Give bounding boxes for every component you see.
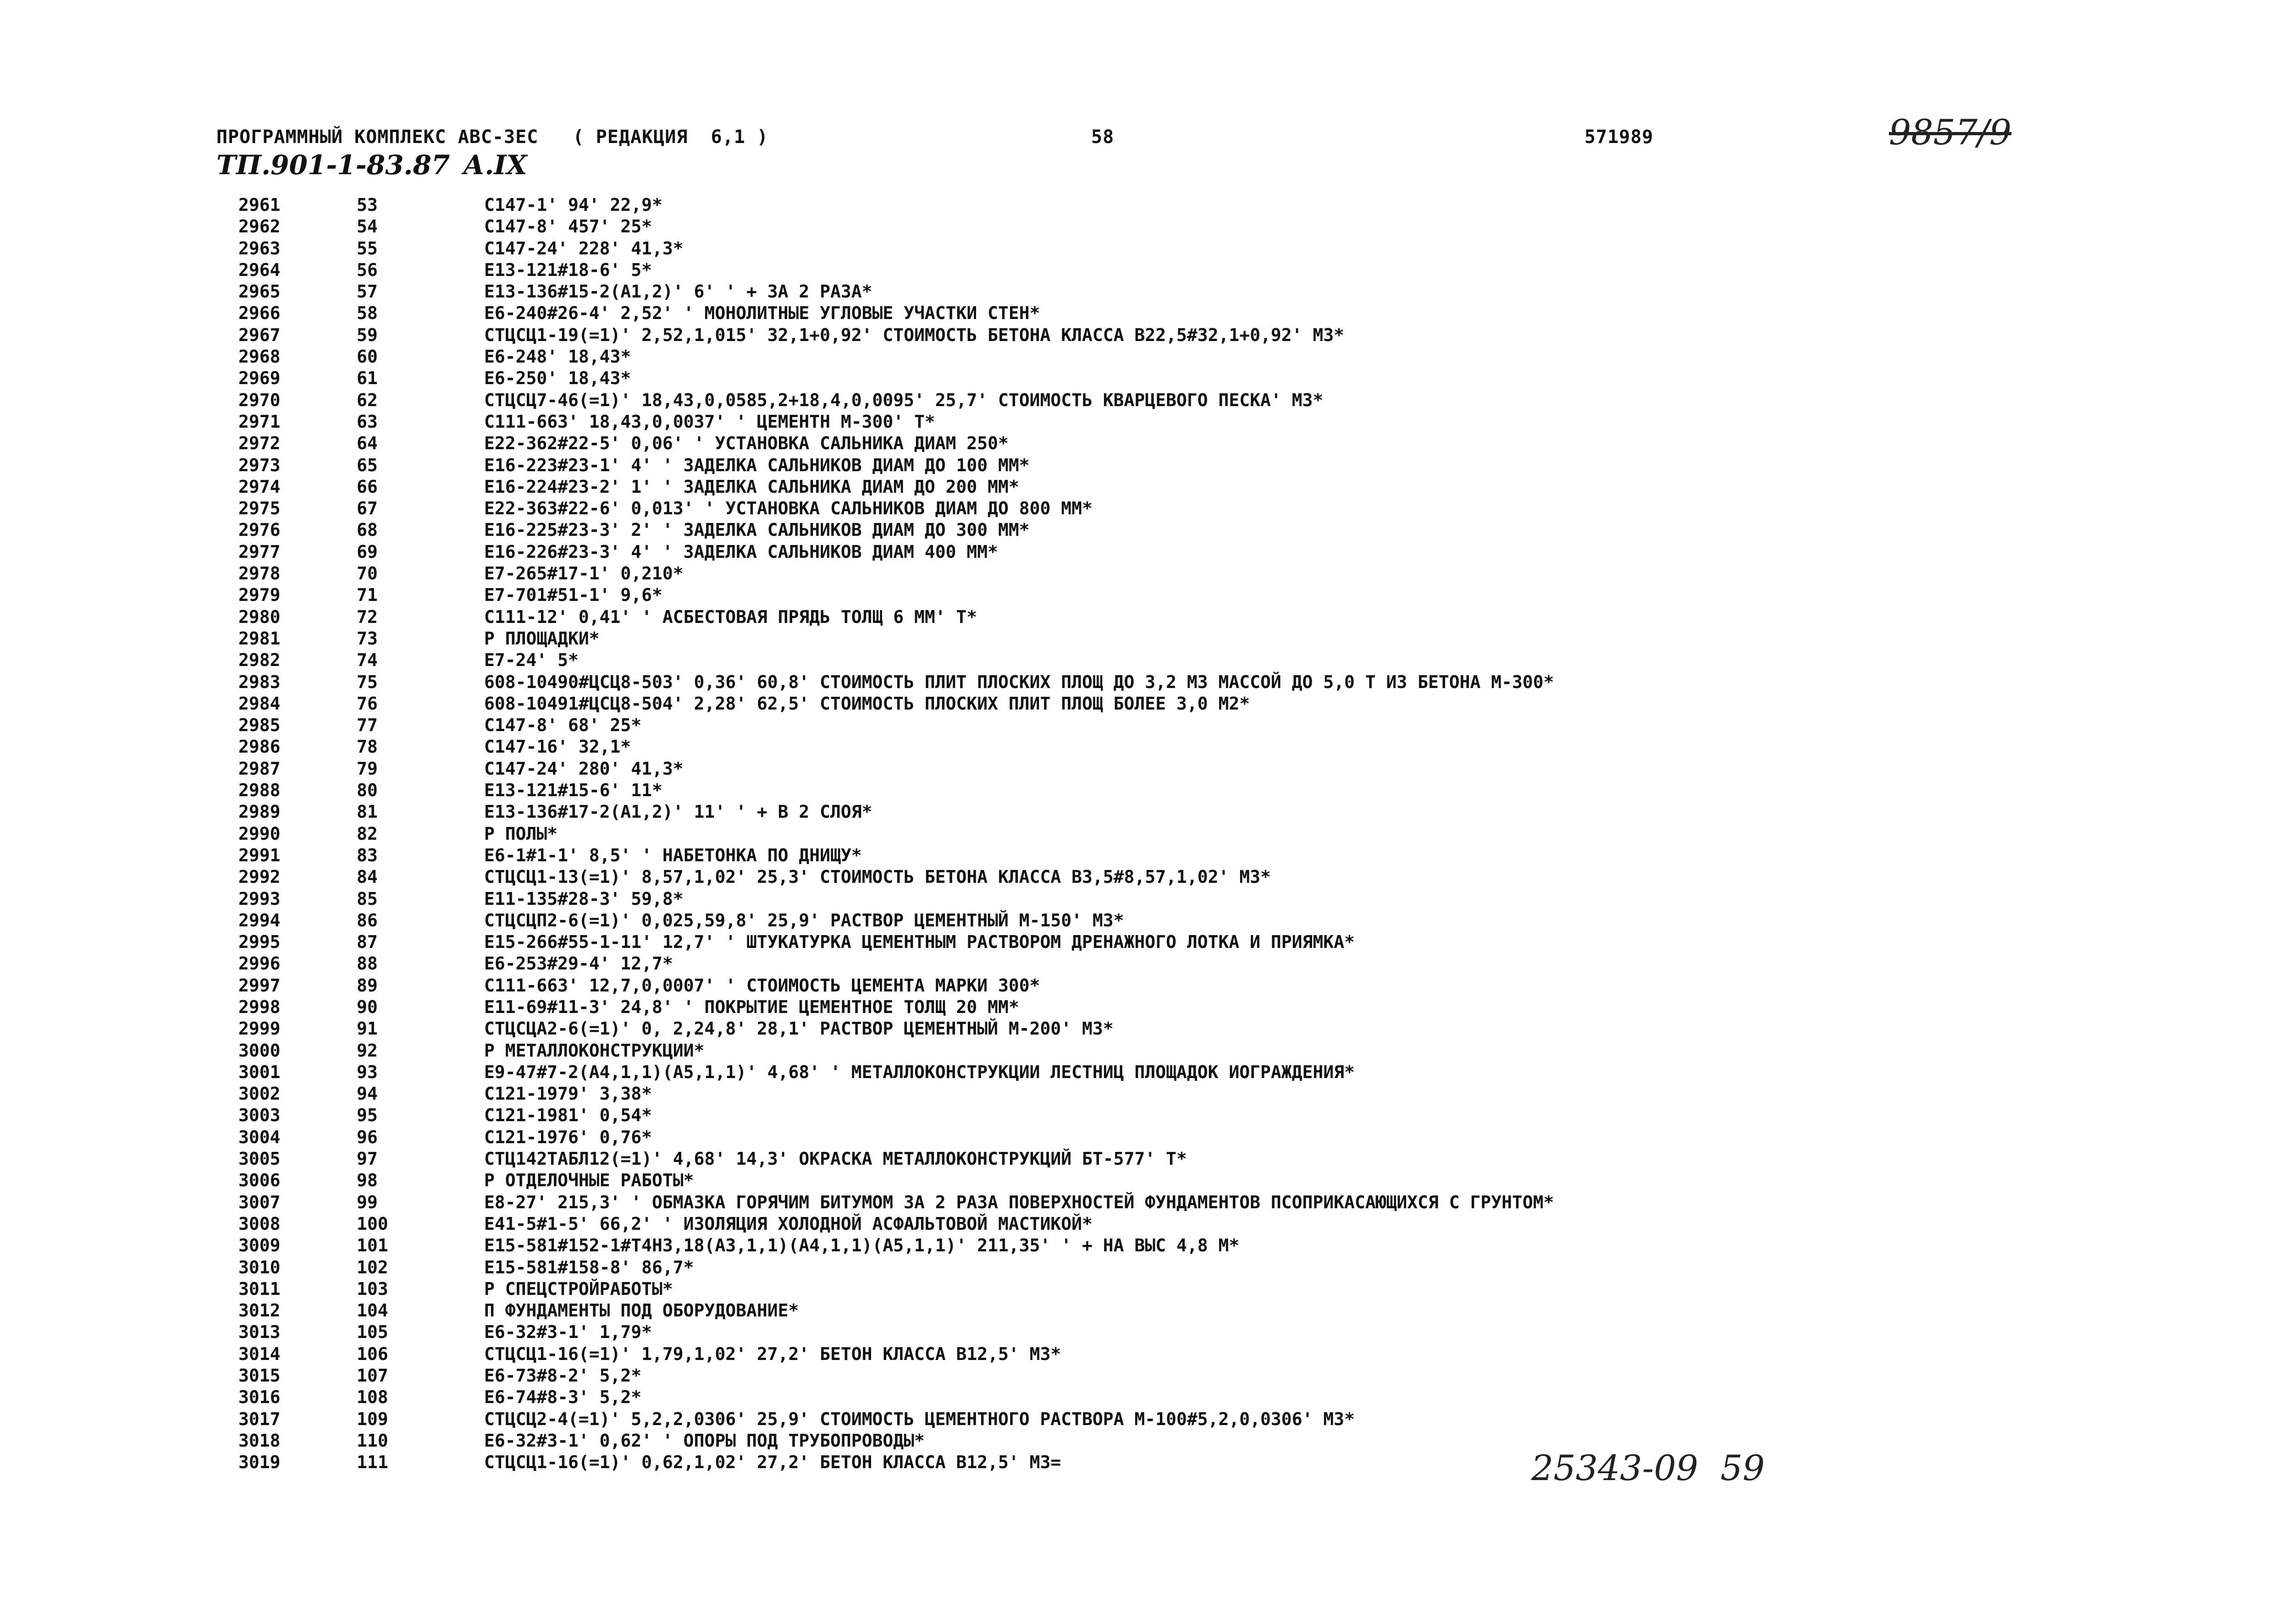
row-number: 3002: [238, 1084, 281, 1104]
item-text: Е16-225#23-3' 2' ' ЗАДЕЛКА САЛЬНИКОВ ДИАМ ДО 300 ММ*: [484, 520, 1030, 540]
table-row: [0, 1430, 2274, 1452]
item-text: Е6-253#29-4' 12,7*: [484, 953, 673, 974]
item-text: Е6-73#8-2' 5,2*: [484, 1365, 642, 1386]
table-row: [0, 1387, 2274, 1408]
item-text: Е6-240#26-4' 2,52' ' МОНОЛИТНЫЕ УГЛОВЫЕ УЧАСТКИ СТЕН*: [484, 303, 1040, 324]
row-number: 2970: [238, 390, 281, 410]
item-text: Е7-265#17-1' 0,210*: [484, 563, 684, 584]
item-text: Е11-69#11-3' 24,8' ' ПОКРЫТИЕ ЦЕМЕНТНОЕ ТОЛЩ 20 ММ*: [484, 996, 1019, 1017]
item-position: 68: [357, 520, 378, 540]
table-row: [0, 693, 2274, 715]
item-text: С147-24' 228' 41,3*: [484, 238, 684, 259]
row-number: 3012: [238, 1300, 281, 1321]
row-number: 2996: [238, 953, 281, 974]
row-number: 3017: [238, 1409, 281, 1429]
item-position: 74: [357, 650, 378, 671]
table-row: [0, 931, 2274, 953]
item-text: Е6-250' 18,43*: [484, 368, 631, 389]
item-position: 57: [357, 281, 378, 302]
project-number: ТП.901-1-83.87: [216, 149, 450, 181]
row-number: 3005: [238, 1149, 281, 1169]
row-number: 3008: [238, 1213, 281, 1234]
item-position: 100: [357, 1213, 388, 1234]
item-position: 81: [357, 802, 378, 822]
item-position: 69: [357, 541, 378, 562]
item-text: С111-12' 0,41' ' АСБЕСТОВАЯ ПРЯДЬ ТОЛЩ 6 ММ' Т*: [484, 606, 977, 627]
item-text: Р ПОЛЫ*: [484, 823, 558, 844]
table-row: [0, 780, 2274, 801]
table-row: [0, 1235, 2274, 1256]
item-position: 78: [357, 737, 378, 757]
item-position: 111: [357, 1452, 388, 1473]
table-row: [0, 996, 2274, 1018]
row-number: 2961: [238, 195, 281, 215]
table-row: [0, 1148, 2274, 1170]
row-number: 2990: [238, 823, 281, 844]
sheet-number: 25343-09 59: [1531, 1448, 1765, 1488]
table-row: [0, 1105, 2274, 1126]
table-row: [0, 1257, 2274, 1278]
inventory-number: 9857/9: [1889, 112, 2012, 153]
table-row: [0, 455, 2274, 476]
item-text: Р МЕТАЛЛОКОНСТРУКЦИИ*: [484, 1040, 705, 1061]
row-number: 2972: [238, 433, 281, 454]
row-number: 2976: [238, 520, 281, 540]
estimate-listing: [0, 194, 2274, 1474]
item-position: 108: [357, 1387, 388, 1408]
row-number: 3011: [238, 1278, 281, 1299]
row-number: 3007: [238, 1192, 281, 1212]
item-position: 73: [357, 628, 378, 649]
table-row: [0, 888, 2274, 910]
item-text: СТЦСЦ2-4(=1)' 5,2,2,0306' 25,9' СТОИМОСТЬ ЦЕМЕНТНОГО РАСТВОРА М-100#5,2,0,0306' М3*: [484, 1409, 1355, 1429]
table-row: [0, 1062, 2274, 1083]
row-number: 2980: [238, 606, 281, 627]
item-position: 102: [357, 1257, 388, 1277]
item-text: Е6-32#3-1' 0,62' ' ОПОРЫ ПОД ТРУБОПРОВОДЫ*: [484, 1430, 925, 1451]
table-row: [0, 216, 2274, 237]
row-number: 2984: [238, 693, 281, 714]
table-row: [0, 1321, 2274, 1343]
row-number: 3006: [238, 1170, 281, 1191]
table-row: [0, 584, 2274, 606]
table-row: [0, 498, 2274, 519]
row-number: 2977: [238, 541, 281, 562]
item-position: 54: [357, 216, 378, 237]
item-position: 60: [357, 347, 378, 367]
item-position: 63: [357, 411, 378, 432]
item-text: С147-8' 457' 25*: [484, 216, 652, 237]
item-text: СТЦСЦП2-6(=1)' 0,025,59,8' 25,9' РАСТВОР ЦЕМЕНТНЫЙ М-150' М3*: [484, 910, 1124, 930]
item-position: 55: [357, 238, 378, 259]
row-number: 3019: [238, 1452, 281, 1473]
row-number: 2999: [238, 1018, 281, 1039]
row-number: 2964: [238, 259, 281, 280]
row-number: 3010: [238, 1257, 281, 1277]
table-row: [0, 606, 2274, 628]
item-text: С111-663' 18,43,0,0037' ' ЦЕМЕНТН М-300' Т*: [484, 411, 935, 432]
row-number: 3014: [238, 1343, 281, 1364]
item-text: Е13-136#17-2(А1,2)' 11' ' + В 2 СЛОЯ*: [484, 802, 872, 822]
row-number: 2967: [238, 325, 281, 345]
item-position: 53: [357, 195, 378, 215]
row-number: 2962: [238, 216, 281, 237]
row-number: 2998: [238, 996, 281, 1017]
table-row: [0, 563, 2274, 584]
item-text: С147-24' 280' 41,3*: [484, 758, 684, 779]
table-row: [0, 1300, 2274, 1321]
table-row: [0, 368, 2274, 389]
table-row: [0, 346, 2274, 368]
table-row: [0, 303, 2274, 324]
item-position: 98: [357, 1170, 378, 1191]
table-row: [0, 325, 2274, 346]
row-number: 3009: [238, 1235, 281, 1256]
item-position: 89: [357, 975, 378, 996]
table-row: [0, 801, 2274, 823]
item-position: 107: [357, 1365, 388, 1386]
item-position: 75: [357, 672, 378, 692]
item-text: Е22-363#22-6' 0,013' ' УСТАНОВКА САЛЬНИКОВ ДИАМ ДО 800 ММ*: [484, 498, 1093, 519]
item-position: 62: [357, 390, 378, 410]
row-number: 2982: [238, 650, 281, 671]
table-row: [0, 238, 2274, 259]
item-text: П ФУНДАМЕНТЫ ПОД ОБОРУДОВАНИЕ*: [484, 1300, 799, 1321]
table-row: [0, 1018, 2274, 1040]
table-row: [0, 953, 2274, 974]
item-position: 90: [357, 996, 378, 1017]
row-number: 2973: [238, 455, 281, 475]
item-text: Е15-581#158-8' 86,7*: [484, 1257, 694, 1277]
row-number: 2994: [238, 910, 281, 930]
item-position: 79: [357, 758, 378, 779]
table-row: [0, 411, 2274, 433]
table-row: [0, 1213, 2274, 1235]
row-number: 2983: [238, 672, 281, 692]
item-text: Е6-32#3-1' 1,79*: [484, 1322, 652, 1343]
item-text: СТЦСЦ1-19(=1)' 2,52,1,015' 32,1+0,92' СТОИМОСТЬ БЕТОНА КЛАССА В22,5#32,1+0,92' М3*: [484, 325, 1344, 345]
row-number: 2997: [238, 975, 281, 996]
item-position: 105: [357, 1322, 388, 1343]
item-position: 91: [357, 1018, 378, 1039]
item-text: Е16-226#23-3' 4' ' ЗАДЕЛКА САЛЬНИКОВ ДИАМ 400 ММ*: [484, 541, 999, 562]
table-row: [0, 650, 2274, 671]
table-row: [0, 433, 2274, 454]
row-number: 2979: [238, 585, 281, 606]
item-text: Е22-362#22-5' 0,06' ' УСТАНОВКА САЛЬНИКА ДИАМ 250*: [484, 433, 1009, 454]
item-position: 67: [357, 498, 378, 519]
album-number: А.IX: [463, 149, 527, 181]
item-position: 106: [357, 1343, 388, 1364]
row-number: 2986: [238, 737, 281, 757]
item-position: 101: [357, 1235, 388, 1256]
item-text: СТЦСЦ1-16(=1)' 1,79,1,02' 27,2' БЕТОН КЛАССА В12,5' М3*: [484, 1343, 1061, 1364]
item-text: Е6-248' 18,43*: [484, 347, 631, 367]
table-row: [0, 1127, 2274, 1148]
row-number: 2971: [238, 411, 281, 432]
item-position: 70: [357, 563, 378, 584]
table-row: [0, 541, 2274, 563]
table-row: [0, 672, 2274, 693]
item-position: 87: [357, 932, 378, 952]
item-position: 82: [357, 823, 378, 844]
item-text: С147-16' 32,1*: [484, 737, 631, 757]
item-text: Р ОТДЕЛОЧНЫЕ РАБОТЫ*: [484, 1170, 694, 1191]
table-row: [0, 1192, 2274, 1213]
table-row: [0, 281, 2274, 303]
item-position: 64: [357, 433, 378, 454]
item-position: 85: [357, 888, 378, 909]
item-text: Е6-74#8-3' 5,2*: [484, 1387, 642, 1408]
row-number: 2993: [238, 888, 281, 909]
item-text: Е7-24' 5*: [484, 650, 579, 671]
item-text: Е15-266#55-1-11' 12,7' ' ШТУКАТУРКА ЦЕМЕНТНЫМ РАСТВОРОМ ДРЕНАЖНОГО ЛОТКА И ПРИЯМКА*: [484, 932, 1355, 952]
item-position: 99: [357, 1192, 378, 1212]
table-row: [0, 758, 2274, 780]
table-row: [0, 1170, 2274, 1191]
program-header: ПРОГРАММНЫЙ КОМПЛЕКС АВС-3ЕС ( РЕДАКЦИЯ 6,1 ): [216, 127, 768, 148]
item-text: 608-10491#ЦСЦ8-504' 2,28' 62,5' СТОИМОСТЬ ПЛОСКИХ ПЛИТ ПЛОЩ БОЛЕЕ 3,0 М2*: [484, 693, 1250, 714]
item-position: 83: [357, 845, 378, 865]
item-text: Р СПЕЦСТРОЙРАБОТЫ*: [484, 1278, 673, 1299]
item-position: 103: [357, 1278, 388, 1299]
row-number: 2991: [238, 845, 281, 865]
table-row: [0, 845, 2274, 866]
table-row: [0, 1365, 2274, 1387]
row-number: 3013: [238, 1322, 281, 1343]
table-row: [0, 1040, 2274, 1062]
table-row: [0, 823, 2274, 845]
item-text: С111-663' 12,7,0,0007' ' СТОИМОСТЬ ЦЕМЕНТА МАРКИ 300*: [484, 975, 1040, 996]
row-number: 2985: [238, 715, 281, 736]
item-position: 94: [357, 1084, 378, 1104]
table-row: [0, 194, 2274, 216]
item-position: 80: [357, 780, 378, 801]
item-text: Е13-121#18-6' 5*: [484, 259, 652, 280]
item-position: 56: [357, 259, 378, 280]
row-number: 2981: [238, 628, 281, 649]
row-number: 3015: [238, 1365, 281, 1386]
item-position: 76: [357, 693, 378, 714]
row-number: 2963: [238, 238, 281, 259]
row-number: 2974: [238, 476, 281, 497]
item-text: Е13-136#15-2(А1,2)' 6' ' + ЗА 2 РАЗА*: [484, 281, 872, 302]
item-text: СТЦ142ТАБЛ12(=1)' 4,68' 14,3' ОКРАСКА МЕТАЛЛОКОНСТРУКЦИЙ БТ-577' Т*: [484, 1149, 1187, 1169]
row-number: 3016: [238, 1387, 281, 1408]
item-position: 96: [357, 1127, 378, 1147]
item-text: Е11-135#28-3' 59,8*: [484, 888, 684, 909]
item-text: Е8-27' 215,3' ' ОБМАЗКА ГОРЯЧИМ БИТУМОМ ЗА 2 РАЗА ПОВЕРХНОСТЕЙ ФУНДАМЕНТОВ ПСОПРИКАСАЮЩИХСЯ С ГРУНТОМ*: [484, 1192, 1554, 1212]
item-text: СТЦСЦ7-46(=1)' 18,43,0,0585,2+18,4,0,0095' 25,7' СТОИМОСТЬ КВАРЦЕВОГО ПЕСКА' М3*: [484, 390, 1324, 410]
item-text: СТЦСЦА2-6(=1)' 0, 2,24,8' 28,1' РАСТВОР ЦЕМЕНТНЫЙ М-200' М3*: [484, 1018, 1114, 1039]
item-position: 104: [357, 1300, 388, 1321]
row-number: 2995: [238, 932, 281, 952]
table-row: [0, 910, 2274, 931]
table-row: [0, 1452, 2274, 1473]
table-row: [0, 628, 2274, 650]
row-number: 3003: [238, 1105, 281, 1126]
item-position: 109: [357, 1409, 388, 1429]
table-row: [0, 736, 2274, 758]
item-text: Е15-581#152-1#Т4Н3,18(А3,1,1)(А4,1,1)(А5,1,1)' 211,35' ' + НА ВЫС 4,8 М*: [484, 1235, 1240, 1256]
row-number: 2988: [238, 780, 281, 801]
item-text: Е16-223#23-1' 4' ' ЗАДЕЛКА САЛЬНИКОВ ДИАМ ДО 100 ММ*: [484, 455, 1030, 475]
item-position: 88: [357, 953, 378, 974]
item-position: 92: [357, 1040, 378, 1061]
table-row: [0, 1278, 2274, 1300]
item-text: Р ПЛОЩАДКИ*: [484, 628, 600, 649]
row-number: 3000: [238, 1040, 281, 1061]
table-row: [0, 259, 2274, 281]
row-number: 2969: [238, 368, 281, 389]
item-position: 61: [357, 368, 378, 389]
item-text: Е6-1#1-1' 8,5' ' НАБЕТОНКА ПО ДНИЩУ*: [484, 845, 862, 865]
table-row: [0, 390, 2274, 411]
item-position: 65: [357, 455, 378, 475]
item-text: 608-10490#ЦСЦ8-503' 0,36' 60,8' СТОИМОСТЬ ПЛИТ ПЛОСКИХ ПЛОЩ ДО 3,2 М3 МАССОЙ ДО 5,0 Т ИЗ БЕТОНА М-300*: [484, 672, 1554, 692]
document-code: 571989: [1584, 127, 1654, 148]
item-text: С147-8' 68' 25*: [484, 715, 642, 736]
table-row: [0, 476, 2274, 498]
page-number: 58: [1091, 127, 1115, 148]
row-number: 2987: [238, 758, 281, 779]
item-text: Е16-224#23-2' 1' ' ЗАДЕЛКА САЛЬНИКА ДИАМ ДО 200 ММ*: [484, 476, 1019, 497]
table-row: [0, 519, 2274, 541]
item-position: 72: [357, 606, 378, 627]
row-number: 2975: [238, 498, 281, 519]
table-row: [0, 1083, 2274, 1105]
item-position: 86: [357, 910, 378, 930]
item-position: 58: [357, 303, 378, 324]
item-position: 77: [357, 715, 378, 736]
item-position: 97: [357, 1149, 378, 1169]
table-row: [0, 1409, 2274, 1430]
item-text: С121-1981' 0,54*: [484, 1105, 652, 1126]
table-row: [0, 715, 2274, 736]
table-row: [0, 975, 2274, 996]
item-text: СТЦСЦ1-13(=1)' 8,57,1,02' 25,3' СТОИМОСТЬ БЕТОНА КЛАССА В3,5#8,57,1,02' М3*: [484, 867, 1271, 887]
item-text: Е7-701#51-1' 9,6*: [484, 585, 662, 606]
row-number: 3018: [238, 1430, 281, 1451]
row-number: 2978: [238, 563, 281, 584]
row-number: 2989: [238, 802, 281, 822]
item-position: 93: [357, 1062, 378, 1082]
item-position: 66: [357, 476, 378, 497]
item-text: С121-1976' 0,76*: [484, 1127, 652, 1147]
item-position: 95: [357, 1105, 378, 1126]
item-position: 84: [357, 867, 378, 887]
row-number: 2968: [238, 347, 281, 367]
item-text: Е41-5#1-5' 66,2' ' ИЗОЛЯЦИЯ ХОЛОДНОЙ АСФАЛЬТОВОЙ МАСТИКОЙ*: [484, 1213, 1093, 1234]
item-position: 110: [357, 1430, 388, 1451]
table-row: [0, 1343, 2274, 1365]
item-text: Е9-47#7-2(А4,1,1)(А5,1,1)' 4,68' ' МЕТАЛЛОКОНСТРУКЦИИ ЛЕСТНИЦ ПЛОЩАДОК ИОГРАЖДЕНИЯ*: [484, 1062, 1355, 1082]
table-row: [0, 866, 2274, 888]
item-text: СТЦСЦ1-16(=1)' 0,62,1,02' 27,2' БЕТОН КЛАССА В12,5' М3=: [484, 1452, 1061, 1473]
row-number: 3004: [238, 1127, 281, 1147]
row-number: 2965: [238, 281, 281, 302]
row-number: 2992: [238, 867, 281, 887]
row-number: 2966: [238, 303, 281, 324]
row-number: 3001: [238, 1062, 281, 1082]
item-position: 59: [357, 325, 378, 345]
item-position: 71: [357, 585, 378, 606]
item-text: С121-1979' 3,38*: [484, 1084, 652, 1104]
item-text: С147-1' 94' 22,9*: [484, 195, 662, 215]
item-text: Е13-121#15-6' 11*: [484, 780, 662, 801]
